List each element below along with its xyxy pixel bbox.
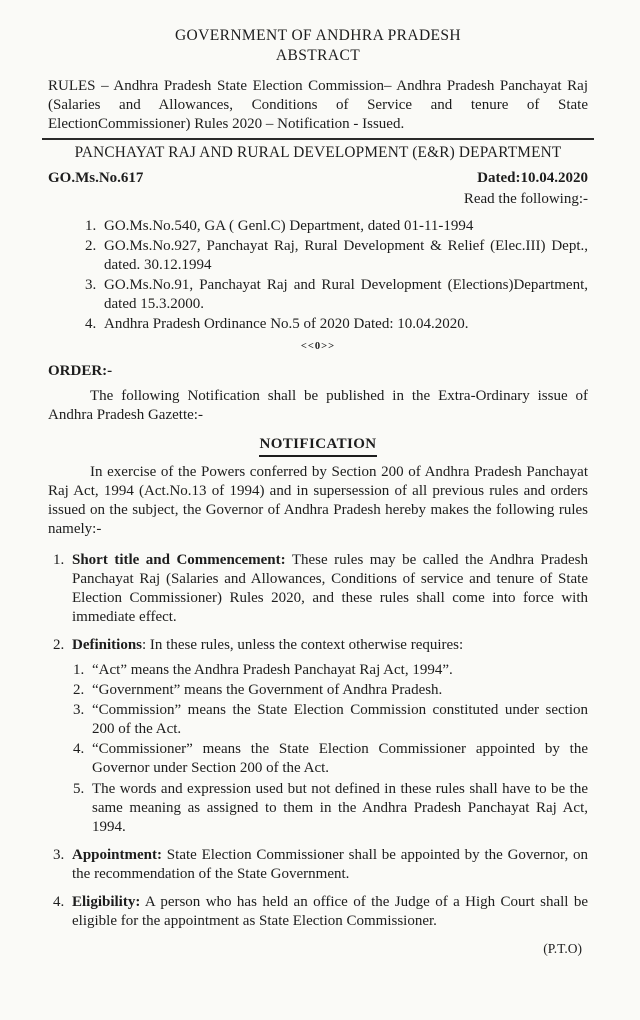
rule-item-eligibility (68, 893, 588, 931)
references-list (48, 217, 588, 334)
read-following-label: Read the following:- (463, 190, 588, 207)
go-number-row (48, 169, 588, 188)
rule-title: Eligibility: (72, 893, 141, 910)
reference-item: 2. GO.Ms.No.927, Panchayat Raj, Rural Development & Relief (Elec.III) Dept., dated. 30.12.1994 (100, 237, 588, 275)
order-label: ORDER:- (48, 362, 113, 379)
pto-label: (P.T.O) (543, 940, 582, 956)
rule-title: Definitions (72, 637, 143, 654)
department-heading: PANCHAYAT RAJ AND RURAL DEVELOPMENT (E&R) DEPARTMENT (74, 144, 562, 162)
order-date: Dated:10.04.2020 (477, 169, 588, 186)
reference-item: 1. GO.Ms.No.540, GA ( Genl.C) Department, dated 01-11-1994 (100, 217, 588, 236)
definition-item: 2. “Government” means the Government of Andhra Pradesh. (88, 681, 588, 700)
reference-item: 3. GO.Ms.No.91, Panchayat Raj and Rural Development (Elections)Department, dated 15.3.2000. (100, 276, 588, 314)
rule-title: Short title and Commencement: (72, 551, 286, 568)
definitions-list (72, 661, 588, 836)
rule-text: A person who has held an office of the Judge of a High Court shall be eligible for the appointment as State Election Commissioner. (72, 893, 588, 929)
definition-item: 5. The words and expression used but not defined in these rules shall have to be the same meaning as assigned to them in the Andhra Pradesh Panchayat Raj Act, 1994. (88, 780, 588, 837)
abstract-heading: ABSTRACT (275, 46, 361, 64)
rule-text: These rules may be called the Andhra Pradesh Panchayat Raj (Salaries and Allowances, Conditions of service and tenure of State Election Commissioner) Rules 2020, and these rules shall come into force with immediate effect. (72, 551, 588, 626)
rule-item-short-title (68, 551, 588, 627)
definition-item: 1. “Act” means the Andhra Pradesh Panchayat Raj Act, 1994”. (88, 661, 588, 680)
definition-item: 3. “Commission” means the State Election Commission constituted under section 200 of the Act. (88, 701, 588, 739)
notification-heading: NOTIFICATION (259, 435, 376, 457)
horizontal-divider (42, 138, 594, 140)
rule-item-definitions (68, 636, 588, 836)
notification-heading-row (48, 435, 588, 457)
rule-text: State Election Commissioner shall be appointed by the Governor, on the recommendation of the State Government. (72, 846, 588, 882)
rules-list (48, 551, 588, 931)
rule-item-appointment (68, 846, 588, 884)
subject-paragraph: RULES – Andhra Pradesh State Election Commission– Andhra Pradesh Panchayat Raj (Salaries and Allowances, Conditions of Service and tenure of State ElectionCommissioner) Rules 2020 – Notification - Issued. (48, 78, 588, 133)
reference-item: 4. Andhra Pradesh Ordinance No.5 of 2020 Dated: 10.04.2020. (100, 315, 588, 334)
order-paragraph: The following Notification shall be published in the Extra-Ordinary issue of Andhra Pradesh Gazette:- (48, 387, 588, 423)
document-title: GOVERNMENT OF ANDHRA PRADESH (174, 27, 462, 44)
section-separator: <<0>> (300, 341, 336, 353)
rule-title: Appointment: (72, 846, 163, 863)
notification-paragraph: In exercise of the Powers conferred by Section 200 of Andhra Pradesh Panchayat Raj Act, 1994 (Act.No.13 of 1994) and in supersession of all previous rules and orders issued on the subject, the Governor of Andhra Pradesh hereby makes the following rules namely:- (48, 463, 588, 537)
rule-text: : In these rules, unless the context otherwise requires: (142, 637, 464, 654)
go-number: GO.Ms.No.617 (48, 169, 144, 186)
definition-item: 4. “Commissioner” means the State Election Commissioner appointed by the Governor under Section 200 of the Act. (88, 740, 588, 778)
